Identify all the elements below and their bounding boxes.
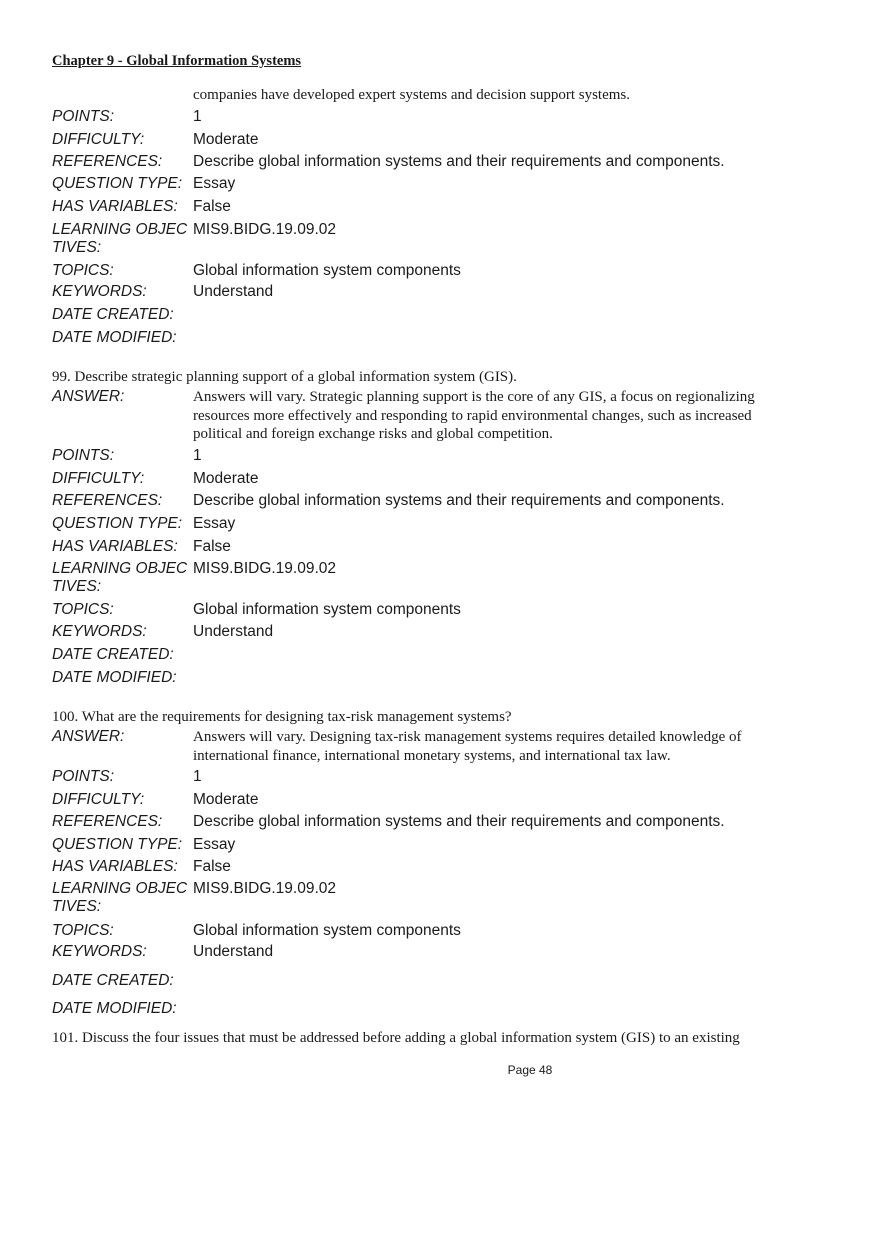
page-number: Page 48 (507, 1063, 553, 1077)
topics-value: Global information system components (193, 262, 461, 279)
difficulty-value: Moderate (193, 131, 259, 148)
points-value: 1 (193, 447, 202, 464)
keywords-label: KEYWORDS: (52, 943, 147, 960)
question-type-label: QUESTION TYPE: (52, 836, 183, 853)
has-variables-value: False (193, 538, 231, 555)
difficulty-label: DIFFICULTY: (52, 470, 145, 487)
date-modified-label: DATE MODIFIED: (52, 329, 177, 346)
continued-answer-text: companies have developed expert systems and decision support systems. (193, 87, 630, 103)
references-label: REFERENCES: (52, 153, 163, 170)
date-created-label: DATE CREATED: (52, 646, 174, 663)
date-modified-label: DATE MODIFIED: (52, 669, 177, 686)
question-type-label: QUESTION TYPE: (52, 515, 183, 532)
has-variables-value: False (193, 198, 231, 215)
difficulty-label: DIFFICULTY: (52, 791, 145, 808)
points-label: POINTS: (52, 768, 115, 785)
date-created-label: DATE CREATED: (52, 972, 174, 989)
question-type-value: Essay (193, 175, 236, 192)
date-modified-label: DATE MODIFIED: (52, 1000, 177, 1017)
learning-objectives-value: MIS9.BIDG.19.09.02 (193, 221, 337, 238)
keywords-value: Understand (193, 943, 274, 960)
difficulty-value: Moderate (193, 470, 259, 487)
references-label: REFERENCES: (52, 813, 163, 830)
topics-label: TOPICS: (52, 601, 114, 618)
references-value: Describe global information systems and their requirements and components. (193, 813, 725, 830)
points-value: 1 (193, 768, 202, 785)
question-99-text: 99. Describe strategic planning support of a global information system (GIS). (52, 369, 517, 385)
points-value: 1 (193, 108, 202, 125)
has-variables-label: HAS VARIABLES: (52, 198, 178, 215)
references-value: Describe global information systems and their requirements and components. (193, 153, 725, 170)
topics-value: Global information system components (193, 601, 461, 618)
chapter-title: Chapter 9 - Global Information Systems (52, 53, 302, 69)
answer-label: ANSWER: (52, 388, 125, 405)
topics-value: Global information system components (193, 922, 461, 939)
has-variables-value: False (193, 858, 231, 875)
learning-objectives-value: MIS9.BIDG.19.09.02 (193, 560, 337, 577)
learning-objectives-label: LEARNING OBJECTIVES: (52, 880, 188, 915)
topics-label: TOPICS: (52, 262, 114, 279)
topics-label: TOPICS: (52, 922, 114, 939)
points-label: POINTS: (52, 447, 115, 464)
difficulty-label: DIFFICULTY: (52, 131, 145, 148)
question-101-text: 101. Discuss the four issues that must be addressed before adding a global information system (GIS) to an existing (52, 1030, 740, 1046)
keywords-value: Understand (193, 283, 274, 300)
question-100-text: 100. What are the requirements for designing tax-risk management systems? (52, 709, 512, 725)
learning-objectives-value: MIS9.BIDG.19.09.02 (193, 880, 337, 897)
has-variables-label: HAS VARIABLES: (52, 538, 178, 555)
keywords-label: KEYWORDS: (52, 623, 147, 640)
has-variables-label: HAS VARIABLES: (52, 858, 178, 875)
keywords-label: KEYWORDS: (52, 283, 147, 300)
question-type-value: Essay (193, 836, 236, 853)
points-label: POINTS: (52, 108, 115, 125)
keywords-value: Understand (193, 623, 274, 640)
question-type-value: Essay (193, 515, 236, 532)
question-type-label: QUESTION TYPE: (52, 175, 183, 192)
question-99-answer: Answers will vary. Strategic planning support is the core of any GIS, a focus on regionalizing resources more effectively and responding to rapid environmental changes, such as increased political and foreign exchange risks and global competition. (193, 389, 755, 442)
references-label: REFERENCES: (52, 492, 163, 509)
date-created-label: DATE CREATED: (52, 306, 174, 323)
question-100-answer: Answers will vary. Designing tax-risk management systems requires detailed knowledge of international finance, international monetary systems, and international tax law. (193, 729, 742, 764)
answer-label: ANSWER: (52, 728, 125, 745)
learning-objectives-label: LEARNING OBJECTIVES: (52, 221, 188, 256)
difficulty-value: Moderate (193, 791, 259, 808)
learning-objectives-label: LEARNING OBJECTIVES: (52, 560, 188, 595)
references-value: Describe global information systems and their requirements and components. (193, 492, 725, 509)
